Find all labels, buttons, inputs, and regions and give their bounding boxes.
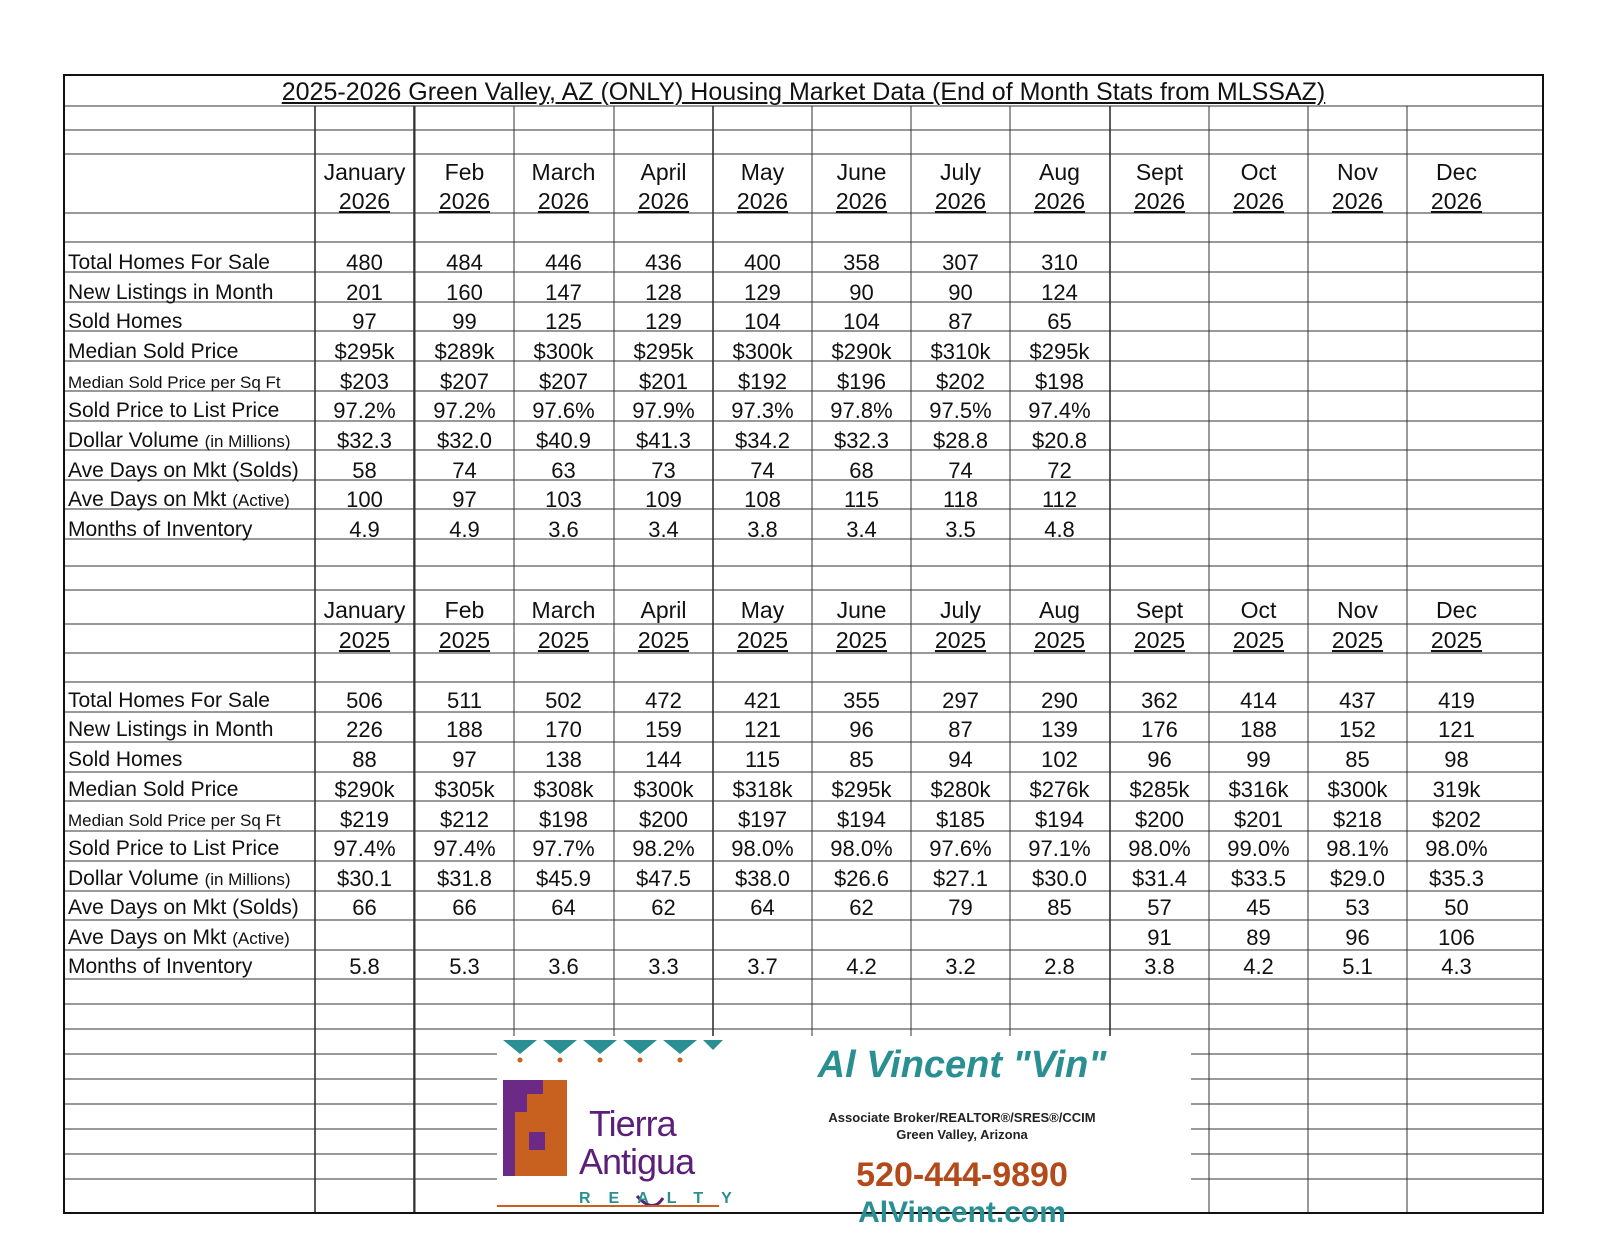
agent-name: Al Vincent "Vin" <box>817 1044 1107 1086</box>
table-cell: $300k <box>633 777 694 802</box>
table-cell: 358 <box>843 250 880 275</box>
table-cell: $289k <box>434 339 495 364</box>
year-header: 2026 <box>934 188 987 214</box>
row-label <box>65 719 313 740</box>
table-cell: 96 <box>1147 747 1172 772</box>
table-cell: 108 <box>744 487 781 512</box>
table-cell: 511 <box>446 688 483 713</box>
row-label <box>65 897 313 918</box>
table-cell: $318k <box>732 777 793 802</box>
row-label-text: Months of Inventory <box>68 955 253 978</box>
table-cell: 97.8% <box>830 398 893 423</box>
table-cell: $32.3 <box>833 428 890 453</box>
table-cell: 100 <box>346 487 383 512</box>
year-header: 2026 <box>1430 188 1483 214</box>
table-cell: 129 <box>645 309 682 334</box>
table-cell: $38.0 <box>734 866 791 891</box>
table-cell: $207 <box>440 369 489 394</box>
row-label <box>65 341 313 362</box>
table-cell: 138 <box>545 747 582 772</box>
table-cell: 94 <box>948 747 973 772</box>
table-cell: 226 <box>346 717 383 742</box>
table-cell: 65 <box>1047 309 1072 334</box>
table-cell: 103 <box>545 487 582 512</box>
table-cell: 176 <box>1141 717 1178 742</box>
table-cell: 506 <box>346 688 383 713</box>
table-cell: $198 <box>1035 369 1084 394</box>
year-header: 2025 <box>1133 627 1186 653</box>
month-header: Nov <box>1337 159 1378 185</box>
month-header: Oct <box>1240 159 1277 185</box>
month-header: Sept <box>1135 597 1184 623</box>
month-header: July <box>940 159 981 185</box>
table-cell: $218 <box>1333 807 1382 832</box>
table-cell: 89 <box>1246 925 1271 950</box>
table-cell: 5.8 <box>349 954 380 979</box>
row-label-text: Total Homes For Sale <box>68 689 270 712</box>
table-cell: 307 <box>942 250 979 275</box>
row-label-text: New Listings in Month <box>68 281 274 304</box>
table-cell: 99.0% <box>1227 836 1290 861</box>
month-header: Feb <box>444 159 485 185</box>
table-cell: $305k <box>434 777 495 802</box>
table-cell: 97.1% <box>1028 836 1091 861</box>
year-header: 2026 <box>1133 188 1186 214</box>
table-cell: 5.3 <box>449 954 480 979</box>
table-cell: 68 <box>849 458 874 483</box>
table-cell: 3.7 <box>747 954 778 979</box>
month-header: May <box>740 159 785 185</box>
table-cell: $198 <box>539 807 588 832</box>
table-cell: $32.3 <box>336 428 393 453</box>
row-label <box>65 282 313 303</box>
month-header: Oct <box>1240 597 1277 623</box>
month-header: Aug <box>1039 597 1080 623</box>
table-cell: $200 <box>639 807 688 832</box>
table-cell: 484 <box>446 250 483 275</box>
table-cell: $202 <box>1432 807 1481 832</box>
table-cell: 102 <box>1041 747 1078 772</box>
table-cell: 4.9 <box>449 517 480 542</box>
table-cell: $28.8 <box>932 428 989 453</box>
table-cell: 502 <box>545 688 582 713</box>
table-cell: $194 <box>837 807 886 832</box>
month-header: March <box>531 597 596 623</box>
table-cell: 310 <box>1041 250 1078 275</box>
row-label <box>65 868 313 889</box>
table-cell: 3.5 <box>945 517 976 542</box>
sheet-title: 2025-2026 Green Valley, AZ (ONLY) Housing Market Data (End of Month Stats from MLSSAZ) <box>281 78 1326 106</box>
table-cell: 96 <box>849 717 874 742</box>
table-cell: 121 <box>744 717 781 742</box>
agent-phone: 520-444-9890 <box>856 1156 1068 1194</box>
table-cell: $185 <box>936 807 985 832</box>
table-cell: $207 <box>539 369 588 394</box>
brokerage-name-line3: REALTY <box>579 1190 750 1207</box>
table-cell: 85 <box>849 747 874 772</box>
table-cell: $295k <box>334 339 395 364</box>
row-label-text: Sold Homes <box>68 310 183 333</box>
table-cell: 188 <box>446 717 483 742</box>
year-header: 2025 <box>1430 627 1483 653</box>
month-header: Dec <box>1436 597 1477 623</box>
year-header: 2025 <box>537 627 590 653</box>
row-label <box>65 812 313 829</box>
year-header: 2025 <box>637 627 690 653</box>
table-cell: 72 <box>1047 458 1072 483</box>
year-header: 2025 <box>338 627 391 653</box>
table-cell: $290k <box>334 777 395 802</box>
year-header: 2025 <box>835 627 888 653</box>
month-header: Aug <box>1039 159 1080 185</box>
table-cell: 125 <box>545 309 582 334</box>
table-cell: 3.3 <box>648 954 679 979</box>
table-cell: $280k <box>930 777 991 802</box>
year-header: 2025 <box>1331 627 1384 653</box>
table-cell: $30.1 <box>336 866 393 891</box>
row-label-text: Sold Homes <box>68 748 183 771</box>
table-cell: 97 <box>452 747 477 772</box>
month-header: January <box>323 159 406 185</box>
table-cell: 53 <box>1345 895 1370 920</box>
table-cell: 112 <box>1041 487 1078 512</box>
row-label <box>65 519 313 540</box>
row-label-unit: (in Millions) <box>204 432 291 451</box>
table-cell: $316k <box>1228 777 1289 802</box>
table-cell: 74 <box>948 458 973 483</box>
table-cell: $200 <box>1135 807 1184 832</box>
table-cell: 188 <box>1240 717 1277 742</box>
month-header: July <box>940 597 981 623</box>
row-label-unit: (in Millions) <box>204 870 291 889</box>
table-cell: 97.6% <box>532 398 595 423</box>
table-cell: $33.5 <box>1230 866 1287 891</box>
row-label-text: Ave Days on Mkt <box>68 926 233 949</box>
table-cell: 118 <box>942 487 979 512</box>
table-cell: 62 <box>849 895 874 920</box>
row-label <box>65 374 313 391</box>
year-header: 2026 <box>1033 188 1086 214</box>
year-header: 2026 <box>537 188 590 214</box>
table-cell: $300k <box>732 339 793 364</box>
row-label-unit: (Active) <box>232 491 290 510</box>
month-header: June <box>836 159 887 185</box>
table-cell: $40.9 <box>535 428 592 453</box>
row-label <box>65 956 313 977</box>
table-cell: $26.6 <box>833 866 890 891</box>
table-cell: 97 <box>352 309 377 334</box>
table-cell: $45.9 <box>535 866 592 891</box>
table-cell: 152 <box>1339 717 1376 742</box>
table-cell: 97.7% <box>532 836 595 861</box>
year-header: 2026 <box>1232 188 1285 214</box>
row-label-unit: (Active) <box>232 929 290 948</box>
table-cell: 90 <box>849 280 874 305</box>
table-cell: $276k <box>1029 777 1090 802</box>
table-cell: $290k <box>831 339 892 364</box>
month-header: March <box>531 159 596 185</box>
table-cell: $295k <box>1029 339 1090 364</box>
table-cell: 97.4% <box>1028 398 1091 423</box>
table-cell: $27.1 <box>932 866 989 891</box>
table-cell: 290 <box>1041 688 1078 713</box>
table-cell: 2.8 <box>1044 954 1075 979</box>
row-label-text: Dollar Volume <box>68 867 205 890</box>
table-cell: 124 <box>1041 280 1078 305</box>
table-cell: 74 <box>750 458 775 483</box>
row-label <box>65 252 313 273</box>
table-cell: 362 <box>1141 688 1178 713</box>
table-cell: $197 <box>738 807 787 832</box>
table-cell: 3.8 <box>747 517 778 542</box>
table-cell: $32.0 <box>436 428 493 453</box>
table-cell: 104 <box>744 309 781 334</box>
table-cell: 4.2 <box>846 954 877 979</box>
row-label <box>65 460 313 481</box>
month-header: April <box>640 597 687 623</box>
table-cell: 144 <box>645 747 682 772</box>
row-label-text: Median Sold Price <box>68 778 239 801</box>
table-cell: 74 <box>452 458 477 483</box>
table-cell: 5.1 <box>1342 954 1373 979</box>
table-cell: 400 <box>744 250 781 275</box>
row-label-text: Total Homes For Sale <box>68 251 270 274</box>
table-cell: 97.2% <box>333 398 396 423</box>
table-cell: 480 <box>346 250 383 275</box>
table-cell: $202 <box>936 369 985 394</box>
year-header: 2025 <box>1232 627 1285 653</box>
table-cell: 4.2 <box>1243 954 1274 979</box>
table-cell: $203 <box>340 369 389 394</box>
table-cell: $20.8 <box>1031 428 1088 453</box>
table-cell: 421 <box>744 688 781 713</box>
table-cell: 57 <box>1147 895 1172 920</box>
table-cell: 96 <box>1345 925 1370 950</box>
table-cell: $295k <box>633 339 694 364</box>
table-cell: 50 <box>1444 895 1469 920</box>
year-header: 2025 <box>736 627 789 653</box>
month-header: May <box>740 597 785 623</box>
table-cell: 201 <box>346 280 383 305</box>
year-header: 2026 <box>338 188 391 214</box>
table-cell: 3.6 <box>548 954 579 979</box>
year-header: 2026 <box>438 188 491 214</box>
table-cell: 115 <box>843 487 880 512</box>
row-label-text: Ave Days on Mkt (Solds) <box>68 896 299 919</box>
table-cell: 85 <box>1345 747 1370 772</box>
table-cell: $212 <box>440 807 489 832</box>
table-cell: 160 <box>446 280 483 305</box>
table-cell: $219 <box>340 807 389 832</box>
table-cell: $31.4 <box>1131 866 1188 891</box>
row-label <box>65 749 313 770</box>
table-cell: 63 <box>551 458 576 483</box>
table-cell: $194 <box>1035 807 1084 832</box>
table-cell: 446 <box>545 250 582 275</box>
market-data-sheet <box>63 74 1544 1229</box>
table-cell: 97.5% <box>929 398 992 423</box>
agent-website: AlVincent.com <box>858 1196 1066 1229</box>
table-cell: 91 <box>1147 925 1172 950</box>
table-cell: 64 <box>750 895 775 920</box>
table-cell: $300k <box>1327 777 1388 802</box>
table-cell: $29.0 <box>1329 866 1386 891</box>
row-label <box>65 779 313 800</box>
row-label <box>65 311 313 332</box>
table-cell: 58 <box>352 458 377 483</box>
table-cell: 85 <box>1047 895 1072 920</box>
table-cell: 419 <box>1438 688 1475 713</box>
table-cell: 129 <box>744 280 781 305</box>
month-header: January <box>323 597 406 623</box>
table-cell: 98.0% <box>830 836 893 861</box>
table-cell: 99 <box>1246 747 1271 772</box>
table-cell: 3.6 <box>548 517 579 542</box>
table-cell: 4.3 <box>1441 954 1472 979</box>
year-header: 2025 <box>438 627 491 653</box>
row-label-text: Median Sold Price <box>68 340 239 363</box>
brokerage-name-line2: Antigua <box>579 1141 695 1182</box>
table-cell: 66 <box>452 895 477 920</box>
table-cell: 109 <box>645 487 682 512</box>
table-cell: 73 <box>651 458 676 483</box>
table-cell: 147 <box>545 280 582 305</box>
table-cell: $285k <box>1129 777 1190 802</box>
table-cell: 99 <box>452 309 477 334</box>
table-cell: 355 <box>843 688 880 713</box>
row-label <box>65 838 313 859</box>
table-cell: 62 <box>651 895 676 920</box>
year-header: 2025 <box>1033 627 1086 653</box>
row-label-text: Sold Price to List Price <box>68 399 280 422</box>
table-cell: 106 <box>1438 925 1475 950</box>
table-cell: $196 <box>837 369 886 394</box>
table-cell: 97.9% <box>632 398 695 423</box>
table-cell: 436 <box>645 250 682 275</box>
table-cell: 66 <box>352 895 377 920</box>
table-cell: 297 <box>942 688 979 713</box>
month-header: Dec <box>1436 159 1477 185</box>
month-header: Sept <box>1135 159 1184 185</box>
row-label-text: Median Sold Price per Sq Ft <box>68 373 281 392</box>
row-label <box>65 690 313 711</box>
table-cell: $34.2 <box>734 428 791 453</box>
table-cell: $201 <box>1234 807 1283 832</box>
table-cell: $47.5 <box>635 866 692 891</box>
row-label-text: Ave Days on Mkt (Solds) <box>68 459 299 482</box>
agent-location: Green Valley, Arizona <box>896 1127 1028 1142</box>
table-cell: 128 <box>645 280 682 305</box>
table-cell: 90 <box>948 280 973 305</box>
row-label-text: New Listings in Month <box>68 718 274 741</box>
row-label-text: Months of Inventory <box>68 518 253 541</box>
table-cell: 4.9 <box>349 517 380 542</box>
table-cell: $201 <box>639 369 688 394</box>
table-cell: $41.3 <box>635 428 692 453</box>
table-cell: 121 <box>1438 717 1475 742</box>
table-cell: 3.2 <box>945 954 976 979</box>
row-label-text: Dollar Volume <box>68 429 205 452</box>
agent-advertisement <box>497 1036 1191 1229</box>
month-header: June <box>836 597 887 623</box>
table-cell: 98.0% <box>1425 836 1488 861</box>
year-header: 2026 <box>736 188 789 214</box>
table-cell: 97.6% <box>929 836 992 861</box>
table-cell: 4.8 <box>1044 517 1075 542</box>
year-header: 2026 <box>637 188 690 214</box>
table-cell: $192 <box>738 369 787 394</box>
row-label <box>65 430 313 451</box>
table-cell: $35.3 <box>1428 866 1485 891</box>
table-cell: 3.8 <box>1144 954 1175 979</box>
table-cell: 97.3% <box>731 398 794 423</box>
month-header: Feb <box>444 597 485 623</box>
table-cell: 159 <box>645 717 682 742</box>
table-cell: $310k <box>930 339 991 364</box>
row-label <box>65 489 313 510</box>
row-label <box>65 927 313 948</box>
table-cell: 87 <box>948 717 973 742</box>
table-cell: 98.0% <box>731 836 794 861</box>
table-cell: $295k <box>831 777 892 802</box>
table-cell: $308k <box>533 777 594 802</box>
brokerage-name-line1: Tierra <box>589 1103 676 1144</box>
row-label-text: Ave Days on Mkt <box>68 488 233 511</box>
agent-title: Associate Broker/REALTOR®/SRES®/CCIM <box>828 1110 1096 1125</box>
table-cell: 414 <box>1240 688 1277 713</box>
table-cell: 98.2% <box>632 836 695 861</box>
month-header: April <box>640 159 687 185</box>
table-cell: 97 <box>452 487 477 512</box>
table-cell: 104 <box>843 309 880 334</box>
table-cell: 437 <box>1339 688 1376 713</box>
table-cell: 87 <box>948 309 973 334</box>
table-cell: 64 <box>551 895 576 920</box>
year-header: 2025 <box>934 627 987 653</box>
table-cell: 472 <box>645 688 682 713</box>
table-cell: 98.1% <box>1326 836 1389 861</box>
table-cell: 3.4 <box>648 517 679 542</box>
table-cell: 45 <box>1246 895 1271 920</box>
year-header: 2026 <box>835 188 888 214</box>
row-label-text: Median Sold Price per Sq Ft <box>68 811 281 830</box>
table-cell: 88 <box>352 747 377 772</box>
row-label <box>65 400 313 421</box>
row-label-text: Sold Price to List Price <box>68 837 280 860</box>
month-header: Nov <box>1337 597 1378 623</box>
table-cell: $300k <box>533 339 594 364</box>
table-cell: $31.8 <box>436 866 493 891</box>
table-cell: 97.4% <box>433 836 496 861</box>
table-cell: 319k <box>1432 777 1481 802</box>
table-cell: 97.4% <box>333 836 396 861</box>
table-cell: 98.0% <box>1128 836 1191 861</box>
table-cell: 115 <box>744 747 781 772</box>
table-cell: 79 <box>948 895 973 920</box>
table-cell: $30.0 <box>1031 866 1088 891</box>
table-cell: 3.4 <box>846 517 877 542</box>
table-cell: 170 <box>545 717 582 742</box>
table-cell: 97.2% <box>433 398 496 423</box>
table-cell: 98 <box>1444 747 1469 772</box>
year-header: 2026 <box>1331 188 1384 214</box>
table-cell: 139 <box>1041 717 1078 742</box>
